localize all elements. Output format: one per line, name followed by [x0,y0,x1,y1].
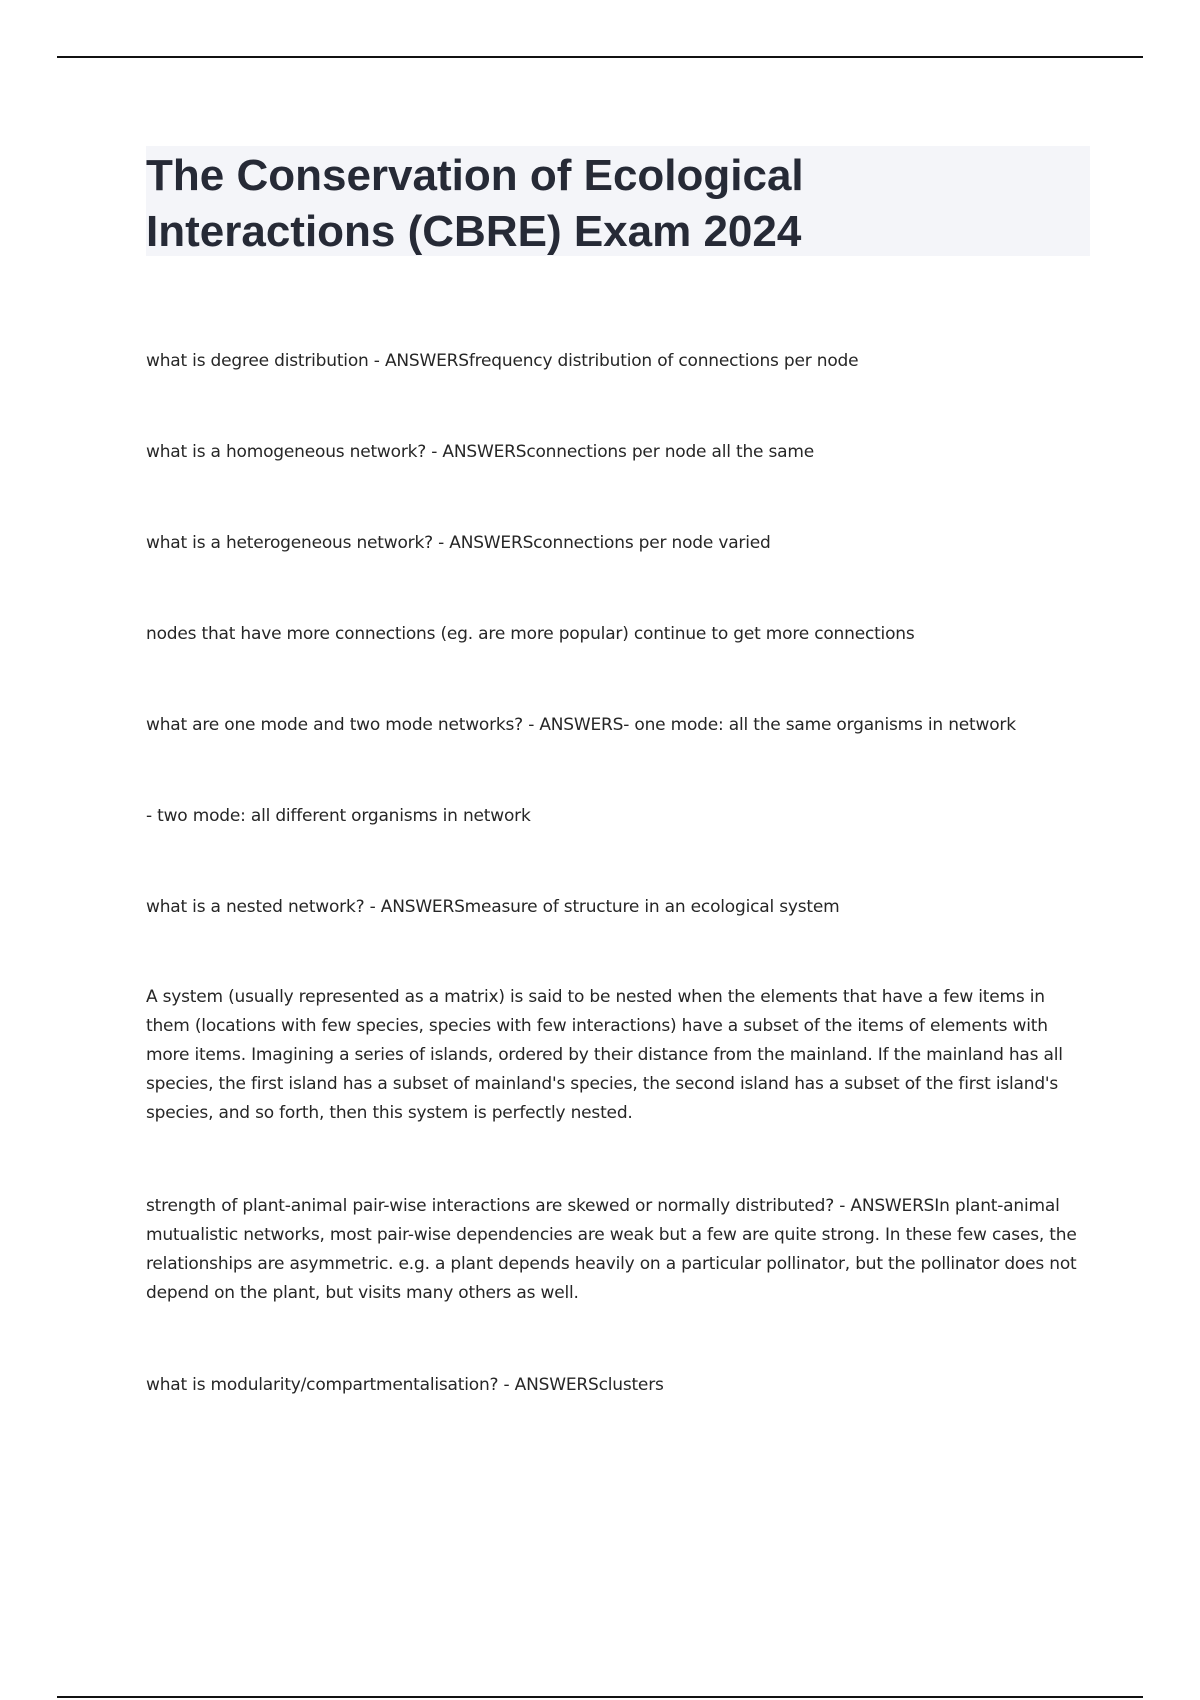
qa-entry-modularity: what is modularity/compartmentalisation? - ANSWERSclusters [146,1375,664,1395]
qa-entry-nested-explanation: A system (usually represented as a matrix) is said to be nested when the elements that have a few items in them (locations with few species, species with few interactions) have a subset of the items of elements with more items. Imagining a series of islands, ordered by their distance from the mainland. If the mainland has all species, the first island has a subset of mainland's species, the second island has a subset of the first island's species, and so forth, then this system is perfectly nested. [146,987,1063,1123]
qa-entry-mode-networks: what are one mode and two mode networks? - ANSWERS- one mode: all the same organisms in network [146,715,1016,735]
top-rule [57,56,1143,58]
qa-entry-nested-network: what is a nested network? - ANSWERSmeasure of structure in an ecological system [146,897,840,917]
qa-entry-degree-distribution: what is degree distribution - ANSWERSfrequency distribution of connections per node [146,351,859,371]
qa-entry-interaction-strength: strength of plant-animal pair-wise interactions are skewed or normally distributed? - ANSWERSIn plant-animal mutualistic networks, most pair-wise dependencies are weak but a few are quite strong. In these few cases, the relationships are asymmetric. e.g. a plant depends heavily on a particular pollinator, but the pollinator does not depend on the plant, but visits many others as well. [146,1196,1077,1303]
document-title: The Conservation of Ecological Interactions (CBRE) Exam 2024 [146,151,804,256]
qa-entry-two-mode: - two mode: all different organisms in network [146,806,531,826]
qa-entry-heterogeneous-network: what is a heterogeneous network? - ANSWERSconnections per node varied [146,533,771,553]
bottom-rule [57,1696,1143,1698]
qa-entry-homogeneous-network: what is a homogeneous network? - ANSWERSconnections per node all the same [146,442,814,462]
qa-entry-preferential-attachment: nodes that have more connections (eg. are more popular) continue to get more connections [146,624,915,644]
